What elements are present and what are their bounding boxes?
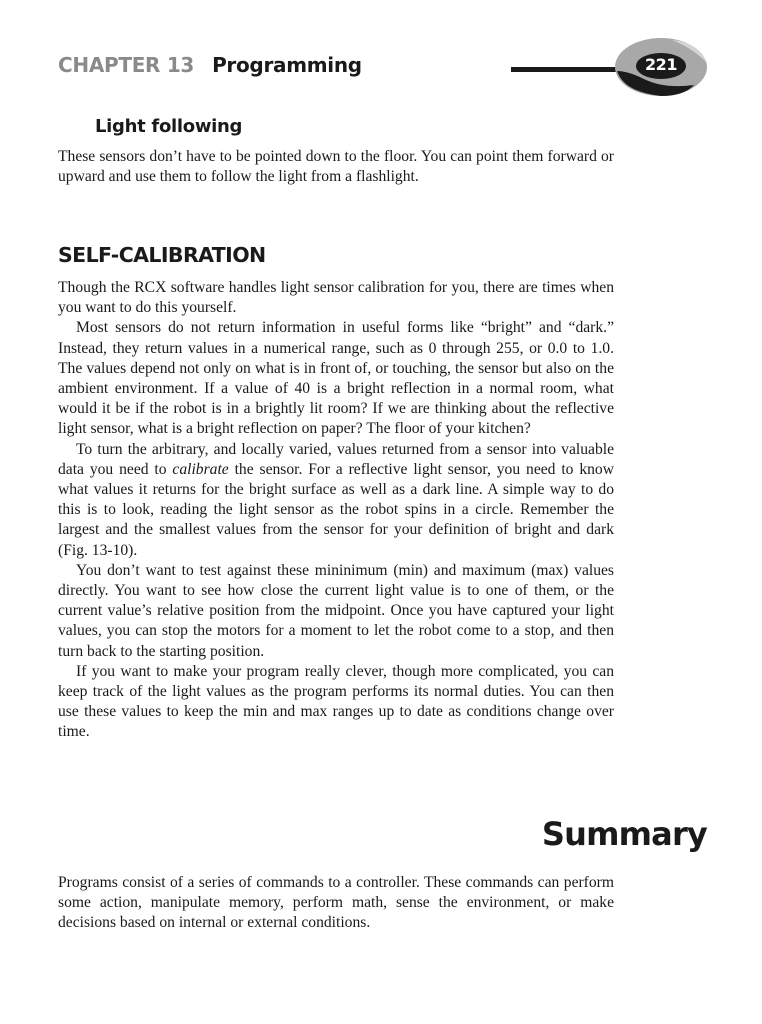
calibration-paragraph-2: Most sensors do not return information in useful forms like “bright” and “dark.” Instead, they return values in a numerical range, such as 0 through 255, or 0.0 to 1.0. The values depend not only on what is in front of, or touching, the sensor but also on the ambient environment. If a value of 40 is a bright reflection in a normal room, what would it be if the robot is in a brightly lit room? If we are thinking about the reflective light sensor, what is a bright reflection on paper? The floor of your kitchen? bbox=[58, 319, 614, 438]
page-number: 221 bbox=[645, 55, 677, 74]
chapter-title: Programming bbox=[212, 53, 362, 77]
summary-paragraph bbox=[58, 873, 614, 934]
calibration-paragraph-5: If you want to make your program really clever, though more complicated, you can keep track of the light values as the program performs its normal duties. You can then use these values to keep the min and max ranges up to date as conditions change over time. bbox=[58, 662, 614, 741]
page-number-badge bbox=[614, 37, 708, 97]
calibrate-emphasis: calibrate bbox=[172, 460, 229, 478]
running-header bbox=[58, 53, 362, 77]
light-following-text: These sensors don’t have to be pointed down to the floor. You can point them forward or upward and use them to follow the light from a flashlight. bbox=[58, 148, 614, 186]
calibration-paragraph-3 bbox=[58, 440, 614, 561]
calibration-paragraph-1: Though the RCX software handles light sensor calibration for you, there are times when you want to do this yourself. bbox=[58, 279, 614, 317]
light-following-heading: Light following bbox=[95, 116, 243, 137]
summary-text: Programs consist of a series of commands to a controller. These commands can perform some action, manipulate memory, perform math, sense the environment, or make decisions based on internal or external conditions. bbox=[58, 874, 614, 932]
light-following-paragraph bbox=[58, 147, 614, 187]
calibration-paragraph-4: You don’t want to test against these mininimum (min) and maximum (max) values directly. You want to see how close the current light value is to one of them, or the current value’s relative position from the midpoint. Once you have captured your light values, you can stop the motors for a moment to let the robot come to a stop, and then turn back to the starting position. bbox=[58, 561, 614, 660]
calibration-p3-end: the sensor. For a reflective light sensor, you need to know what values it returns for the bright surface as well as a dark line. A simple way to do this is to look, reading the light sensor as the robot spins in a circle. Remember the largest and the smallest values from the sensor for your definition of bright and dark (Fig. 13-10). bbox=[58, 460, 614, 559]
summary-heading: Summary bbox=[541, 815, 707, 853]
self-calibration-body bbox=[58, 278, 614, 743]
self-calibration-heading: SELF-CALIBRATION bbox=[58, 243, 266, 267]
calibration-p3-start: To turn the arbitrary, and locally varied, values returned from a sensor into valuable data you need to bbox=[58, 440, 614, 478]
chapter-label: CHAPTER 13 bbox=[58, 53, 195, 77]
